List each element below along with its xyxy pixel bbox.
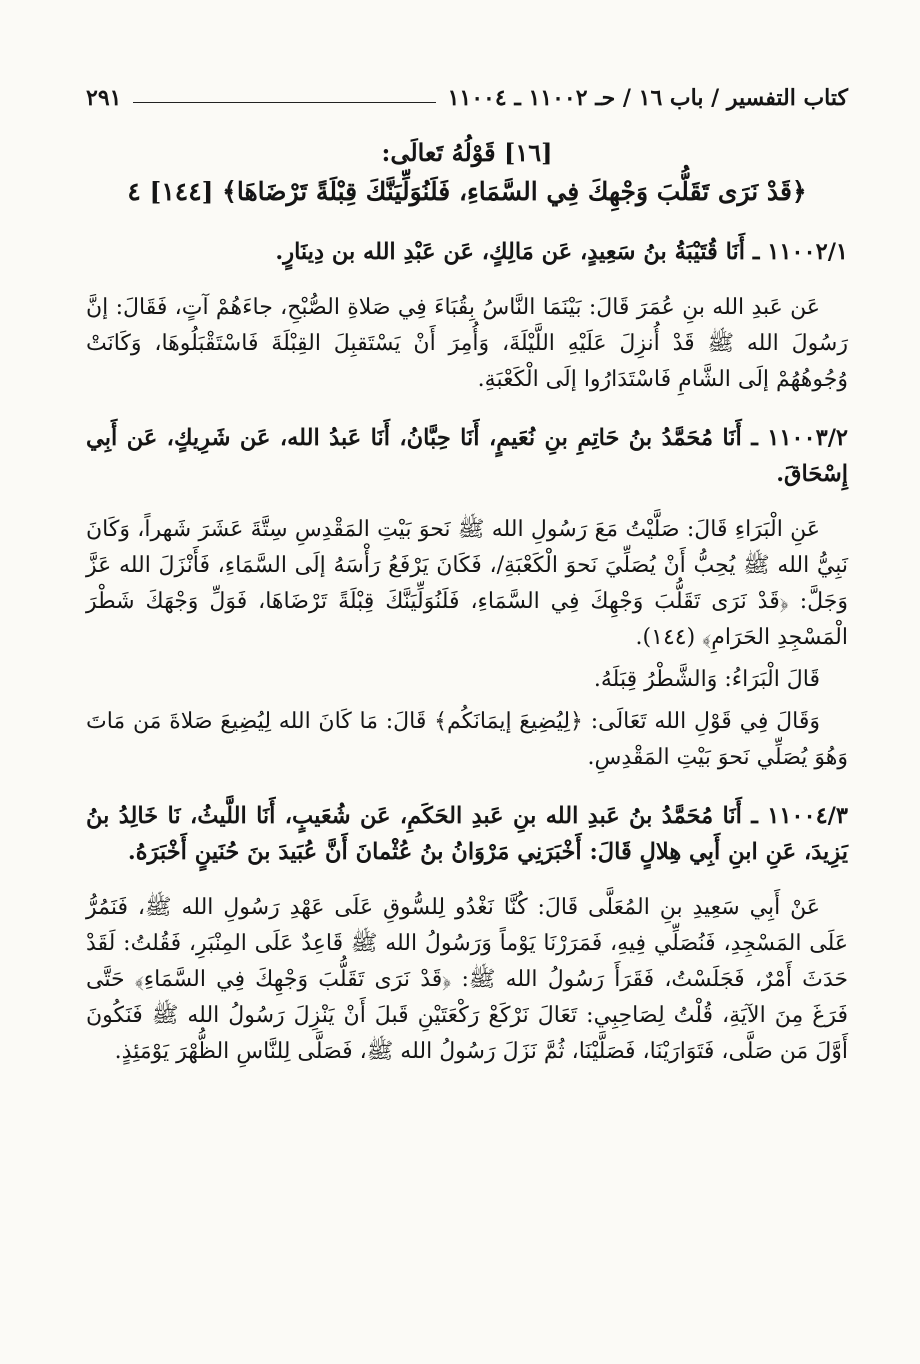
hadith-number: ١١٠٠٣/٢ ـ: [751, 425, 848, 451]
hadith-isnad-text: أَنَا مُحَمَّدُ بنُ عَبدِ الله بنِ عَبدِ الحَكَمِ، عَن شُعَيبٍ، أَنَا اللَّيثُ، نَا خَالِدُ بنُ يَزِيدَ، عَنِ ابنِ أَبِي هِلالٍ قَالَ: أَخْبَرَنِي مَرْوَانُ بنُ عُثْمانَ أَنَّ عُبَيدَ بنَ حُنَينٍ أَخْبَرَهُ.: [86, 803, 848, 865]
hadith-isnad-text: أَنَا قُتَيْبَةُ بنُ سَعِيدٍ، عَن مَالِكٍ، عَن عَبْدِ الله بن دِينَارٍ.: [275, 239, 745, 265]
hadith-isnad-text: أَنَا مُحَمَّدُ بنُ حَاتِمِ بنِ نُعَيمٍ، أَنَا حِبَّانُ، أَنَا عَبدُ الله، عَن شَرِيكٍ، عَن أَبِي إِسْحَاقَ.: [86, 425, 848, 487]
header-rule: [133, 102, 435, 103]
book-page: [86, 78, 848, 1348]
hadith-number: ١١٠٠٢/١ ـ: [752, 239, 848, 265]
chapter-verse: ﴿قَدْ نَرَى تَقَلُّبَ وَجْهِكَ فِي السَّمَاءِ، فَلَنُوَلِّيَنَّكَ قِبْلَةً تَرْضَاهَا﴾ [١٤٤] ٤: [127, 177, 807, 206]
hadith-text: عَن عَبدِ الله بنِ عُمَرَ قَالَ: بَيْنَمَا النَّاسُ بِقُبَاءَ فِي صَلاةِ الصُّبْحِ، جاءَهُمْ آتٍ، فَقَالَ: إنَّ رَسُولَ الله ﷺ قَدْ أُنزِلَ عَلَيْهِ اللَّيْلَةَ، وَأُمِرَ أَنْ يَسْتَقبِلَ القِبْلَةَ فَاسْتَقْبَلُوهَا، وَكَانَتْ وُجُوهُهُمْ إلَى الشَّامِ فَاسْتَدَارُوا إلَى الْكَعْبَةِ.: [86, 295, 848, 392]
hadith-text: قَالَ الْبَرَاءُ: وَالشَّطْرُ قِبَلَهُ.: [593, 667, 820, 692]
running-header: [86, 78, 848, 118]
running-head-title: كتاب التفسير / باب ١٦ / حـ ١١٠٠٢ ـ ١١٠٠٤: [447, 85, 848, 111]
hadith-text: وَقَالَ فِي قَوْلِ الله تَعَالَى: ﴿لِيُضِيعَ إيمَانَكُم﴾ قَالَ: مَا كَانَ الله لِيُضِيعَ صَلاةَ مَن مَاتَ وَهُوَ يُصَلِّي نَحوَ بَيْتِ المَقْدِسِ.: [86, 709, 848, 770]
page-number: ٢٩١: [86, 85, 122, 111]
hadith-text: عَنْ أَبِي سَعِيدِ بنِ المُعَلَّى قَالَ: كُنَّا نَغْدُو لِلسُّوقِ عَلَى عَهْدِ رَسُولِ الله ﷺ، فَنَمُرُّ عَلَى المَسْجِدِ، فَنُصَلِّي فِيهِ، فَمَرَرْنَا يَوْماً وَرَسُولُ الله ﷺ قَاعِدٌ عَلَى المِنْبَرِ، فَقُلتُ: لَقَدْ حَدَثَ أَمْرٌ، فَجَلَسْتُ، فَقَرَأَ رَسُولُ الله ﷺ: ﴿قَدْ نَرَى تَقَلُّبَ وَجْهِكَ فِي السَّمَاءِ﴾ حَتَّى فَرَغَ مِنَ الآيَةِ، قُلْتُ لِصَاحِبِي: تَعَالَ نَرْكَعْ رَكْعَتَيْنِ قَبلَ أَنْ يَنْزِلَ رَسُولُ الله ﷺ فَنَكُونَ أَوَّلَ مَن صَلَّى، فَتَوَارَيْنَا، فَصَلَّيْنَا، ثُمَّ نَزَلَ رَسُولُ الله ﷺ، فَصَلَّى لِلنَّاسِ الظُّهْرَ يَوْمَئِذٍ.: [86, 895, 848, 1064]
hadith-number: ١١٠٠٤/٣ ـ: [751, 803, 848, 829]
hadith-isnad: [86, 234, 848, 270]
chapter-heading: [١٦] قَوْلُهُ تَعالَى:: [381, 138, 553, 167]
hadith-isnad: [86, 420, 848, 492]
hadith-isnad: [86, 798, 848, 870]
hadith-text: عَنِ الْبَرَاءِ قَالَ: صَلَّيْتُ مَعَ رَسُولِ الله ﷺ نَحوَ بَيْتِ المَقْدِسِ سِتَّةَ عَشَرَ شَهراً، وَكَانَ نَبِيُّ الله ﷺ يُحِبُّ أَنْ يُصَلِّيَ نَحوَ الْكَعْبَةِ/، فَكَانَ يَرْفَعُ رَأْسَهُ إلَى السَّمَاءِ، فَأَنْزَلَ الله عَزَّ وَجَلَّ: ﴿قَدْ نَرَى تَقَلُّبَ وَجْهِكَ فِي السَّمَاءِ، فَلَنُوَلِّيَنَّكَ قِبْلَةً تَرْضَاهَا، فَوَلِّ وَجْهَكَ شَطْرَ الْمَسْجِدِ الحَرَامِ﴾ (١٤٤).: [86, 517, 848, 650]
